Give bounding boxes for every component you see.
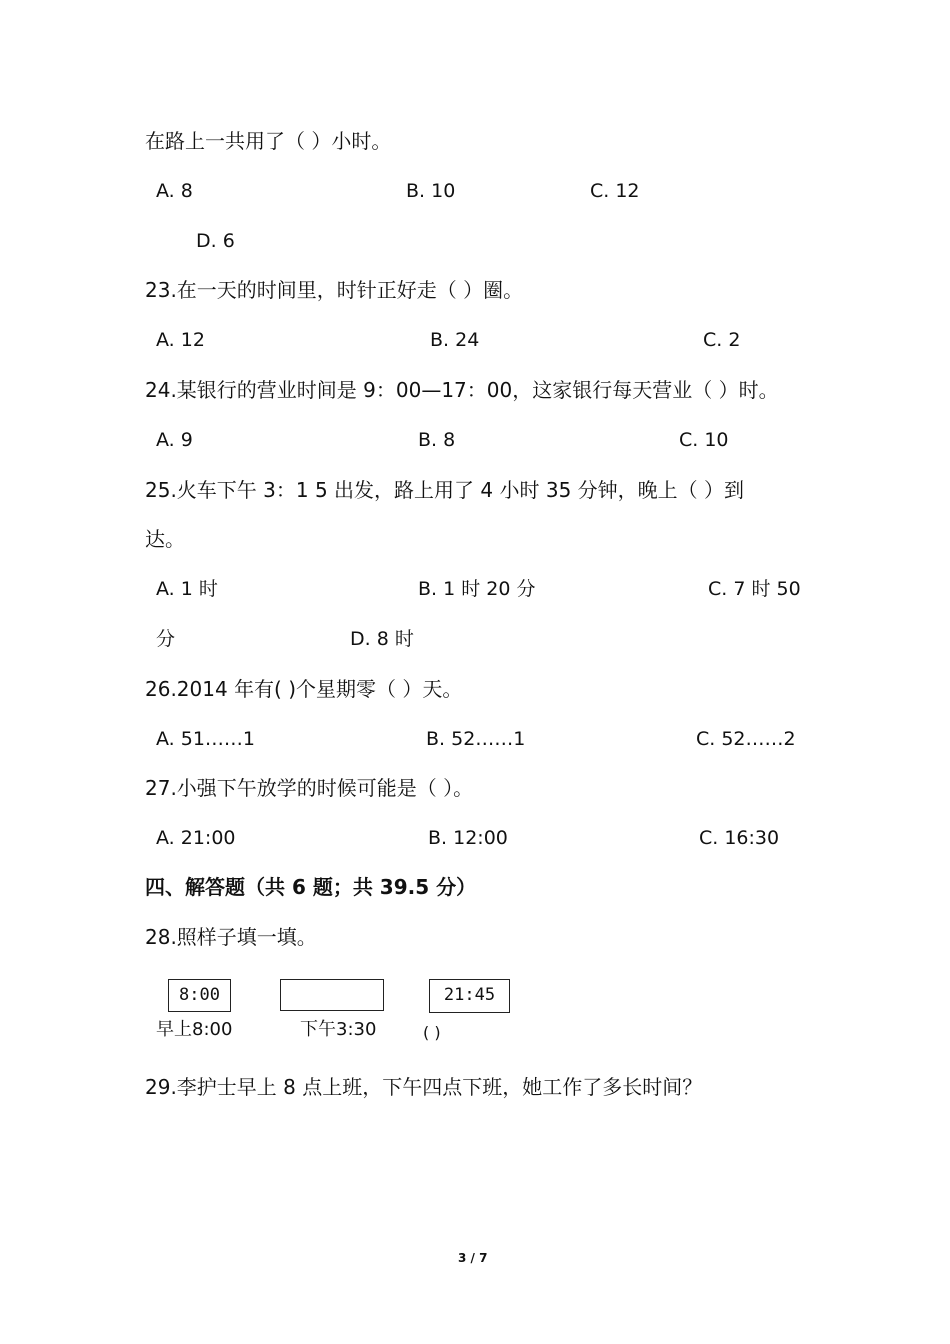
digital-clock-box-2: [280, 979, 384, 1011]
q27-option-a: A. 21:00: [156, 827, 236, 849]
q26-option-b: B. 52……1: [426, 728, 526, 750]
section-heading: 四、解答题（共 6 题；共 39.5 分）: [145, 875, 477, 899]
q22-option-c: C. 12: [590, 180, 640, 202]
q23-option-c: C. 2: [703, 329, 741, 351]
q27-option-c: C. 16:30: [699, 827, 780, 849]
q28-stem: 28.照样子填一填。: [145, 925, 317, 949]
q25-stem-line1: 25.火车下午 3：1 5 出发，路上用了 4 小时 35 分钟，晚上（ ）到: [145, 478, 745, 502]
q26-option-a: A. 51……1: [156, 728, 256, 750]
q26-option-c: C. 52……2: [696, 728, 796, 750]
q27-option-b: B. 12:00: [428, 827, 508, 849]
digital-clock-display-3: 21:45: [443, 985, 496, 1005]
q22-option-d: D. 6: [196, 230, 235, 252]
page-number: 3 / 7: [458, 1251, 488, 1265]
q25-option-b: B. 1 时 20 分: [418, 578, 536, 600]
digital-clock-box-3: [429, 979, 510, 1013]
q25-option-d: D. 8 时: [350, 628, 414, 650]
clock-caption-3: ( ): [423, 1023, 441, 1042]
q25-stem-line2: 达。: [145, 527, 185, 551]
q25-option-a: A. 1 时: [156, 578, 218, 600]
q24-stem: 24.某银行的营业时间是 9：00—17：00，这家银行每天营业（ ）时。: [145, 378, 779, 402]
q23-option-b: B. 24: [430, 329, 480, 351]
q25-option-c: C. 7 时 50: [708, 578, 801, 600]
q23-option-a: A. 12: [156, 329, 205, 351]
q25-option-c-cont: 分: [156, 628, 176, 650]
q26-stem: 26.2014 年有( )个星期零（ ）天。: [145, 677, 463, 701]
digital-clock-display-1: 8:00: [179, 985, 220, 1005]
q27-stem: 27.小强下午放学的时候可能是（ ）。: [145, 776, 474, 800]
digital-clock-box-1: [168, 979, 231, 1012]
clock-caption-2: 下午3:30: [300, 1019, 377, 1040]
q24-option-c: C. 10: [679, 429, 729, 451]
q22-option-b: B. 10: [406, 180, 456, 202]
q22-option-a: A. 8: [156, 180, 193, 202]
clock-caption-1: 早上8:00: [156, 1019, 233, 1040]
q29-stem: 29.李护士早上 8 点上班，下午四点下班，她工作了多长时间？: [145, 1075, 703, 1099]
q24-option-b: B. 8: [418, 429, 456, 451]
q22-stem: 在路上一共用了（ ）小时。: [145, 129, 392, 153]
q24-option-a: A. 9: [156, 429, 193, 451]
q23-stem: 23.在一天的时间里，时针正好走（ ）圈。: [145, 278, 524, 302]
